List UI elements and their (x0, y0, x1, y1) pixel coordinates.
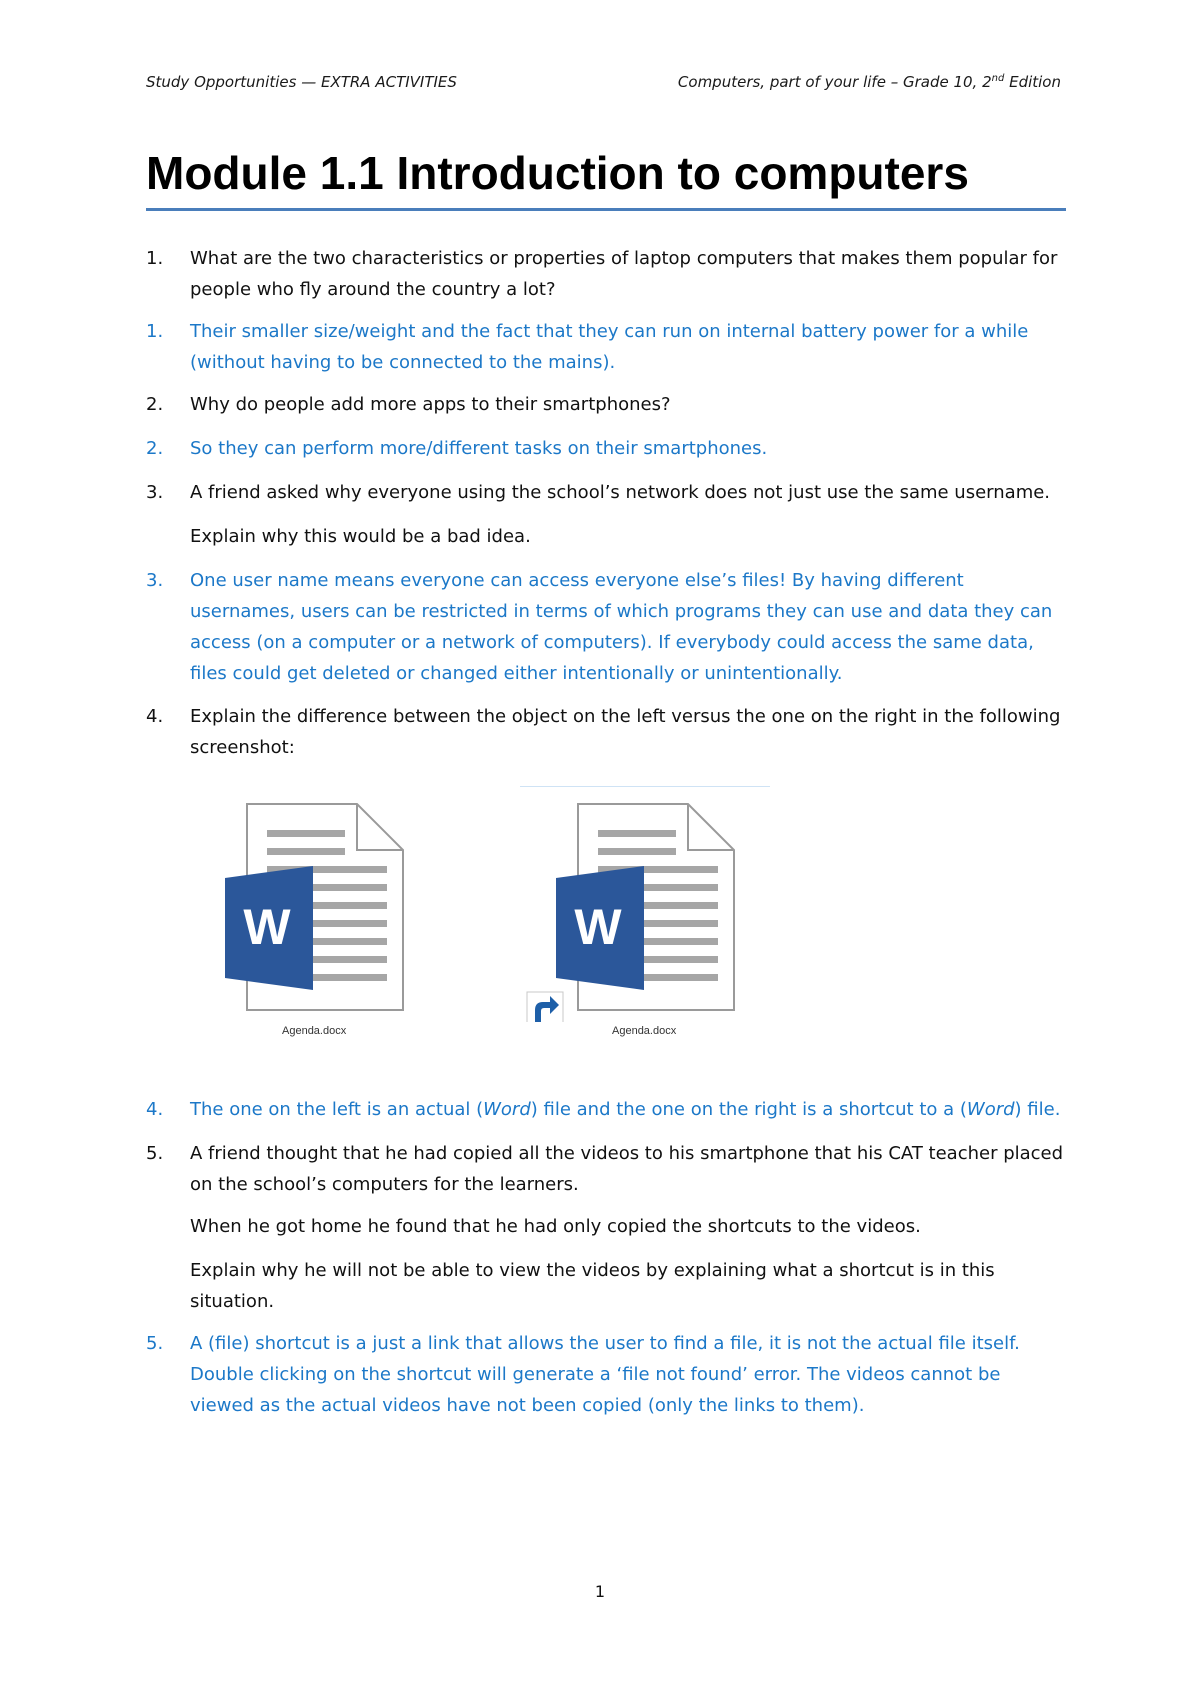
item-number: 4. (146, 1099, 164, 1120)
page-title: Module 1.1 Introduction to computers (146, 147, 969, 199)
page-number: 1 (594, 1582, 606, 1601)
item-text: A friend asked why everyone using the school’s network does not just use the same username. (190, 482, 1051, 503)
answer-5 (146, 1328, 1066, 1421)
file-icons-figure (200, 782, 800, 1044)
item-number: 3. (146, 570, 164, 591)
item-text (190, 1094, 1066, 1125)
item-text: A (file) shortcut is a just a link that allows the user to find a file, it is not the actual file itself. Double clicking on the shortcut will generate a ‘file not found’ error. The videos cannot be viewed as the actual videos have not been copied (only the links to them). (190, 1333, 1020, 1416)
item-number: 3. (146, 482, 164, 503)
item-text: Explain why this would be a bad idea. (190, 526, 531, 547)
item-text: When he got home he found that he had only copied the shortcuts to the videos. (190, 1216, 921, 1237)
item-text: So they can perform more/different tasks on their smartphones. (190, 438, 768, 459)
question-3 (146, 477, 1066, 508)
title-underline (146, 208, 1066, 211)
question-5-followup-1 (146, 1211, 1066, 1242)
question-1 (146, 243, 1066, 305)
item-number: 1. (146, 248, 164, 269)
question-3-followup (146, 521, 1066, 552)
item-text: A friend thought that he had copied all the videos to his smartphone that his CAT teacher placed on the school’s computers for the learners. (190, 1143, 1064, 1195)
item-number: 5. (146, 1143, 164, 1164)
item-text: Explain the difference between the object on the left versus the one on the right in the following screenshot: (190, 706, 1061, 758)
answer-1 (146, 316, 1066, 378)
question-5 (146, 1138, 1066, 1200)
question-4 (146, 701, 1066, 763)
answer-4-em1: Word (483, 1099, 531, 1120)
answer-4-pre: The one on the left is an actual ( (190, 1099, 484, 1120)
word-glyph: W (574, 899, 622, 955)
answer-4-mid: ) file and the one on the right is a shortcut to a ( (530, 1099, 967, 1120)
answer-3 (146, 565, 1066, 689)
word-glyph: W (243, 899, 291, 955)
item-text: Explain why he will not be able to view the videos by explaining what a shortcut is in this situation. (190, 1260, 995, 1312)
item-number: 5. (146, 1333, 164, 1354)
item-number: 4. (146, 706, 164, 727)
item-text: Why do people add more apps to their smartphones? (190, 394, 671, 415)
item-text: One user name means everyone can access everyone else’s files! By having different usernames, users can be restricted in terms of which programs they can use and data they can access (on a computer or a network of computers). If everybody could access the same data, files could get deleted or changed either intentionally or unintentionally. (190, 570, 1053, 684)
header-right-main: Computers, part of your life – Grade 10, 2 (677, 73, 992, 91)
header-right-sup: nd (991, 73, 1005, 84)
file-label-left: Agenda.docx (282, 1025, 347, 1037)
answer-4-em2: Word (966, 1099, 1015, 1120)
header-right (678, 73, 1061, 91)
item-text: What are the two characteristics or properties of laptop computers that makes them popular for people who fly around the country a lot? (190, 248, 1058, 300)
item-number: 2. (146, 394, 164, 415)
word-document-icon (200, 782, 420, 1022)
word-file-icon-left (200, 782, 420, 1044)
word-shortcut-icon (526, 782, 746, 1022)
header-right-end: Edition (1004, 73, 1061, 91)
word-shortcut-icon-right (526, 782, 746, 1044)
question-2 (146, 389, 1066, 420)
item-text: Their smaller size/weight and the fact that they can run on internal battery power for a while (without having to be connected to the mains). (190, 321, 1029, 373)
file-label-right: Agenda.docx (612, 1025, 677, 1037)
answer-4 (146, 1094, 1066, 1125)
answer-4-post: ) file. (1014, 1099, 1061, 1120)
item-number: 2. (146, 438, 164, 459)
answer-2 (146, 433, 1066, 464)
header-left: Study Opportunities — EXTRA ACTIVITIES (146, 73, 457, 91)
item-number: 1. (146, 321, 164, 342)
question-5-followup-2 (146, 1255, 1066, 1317)
